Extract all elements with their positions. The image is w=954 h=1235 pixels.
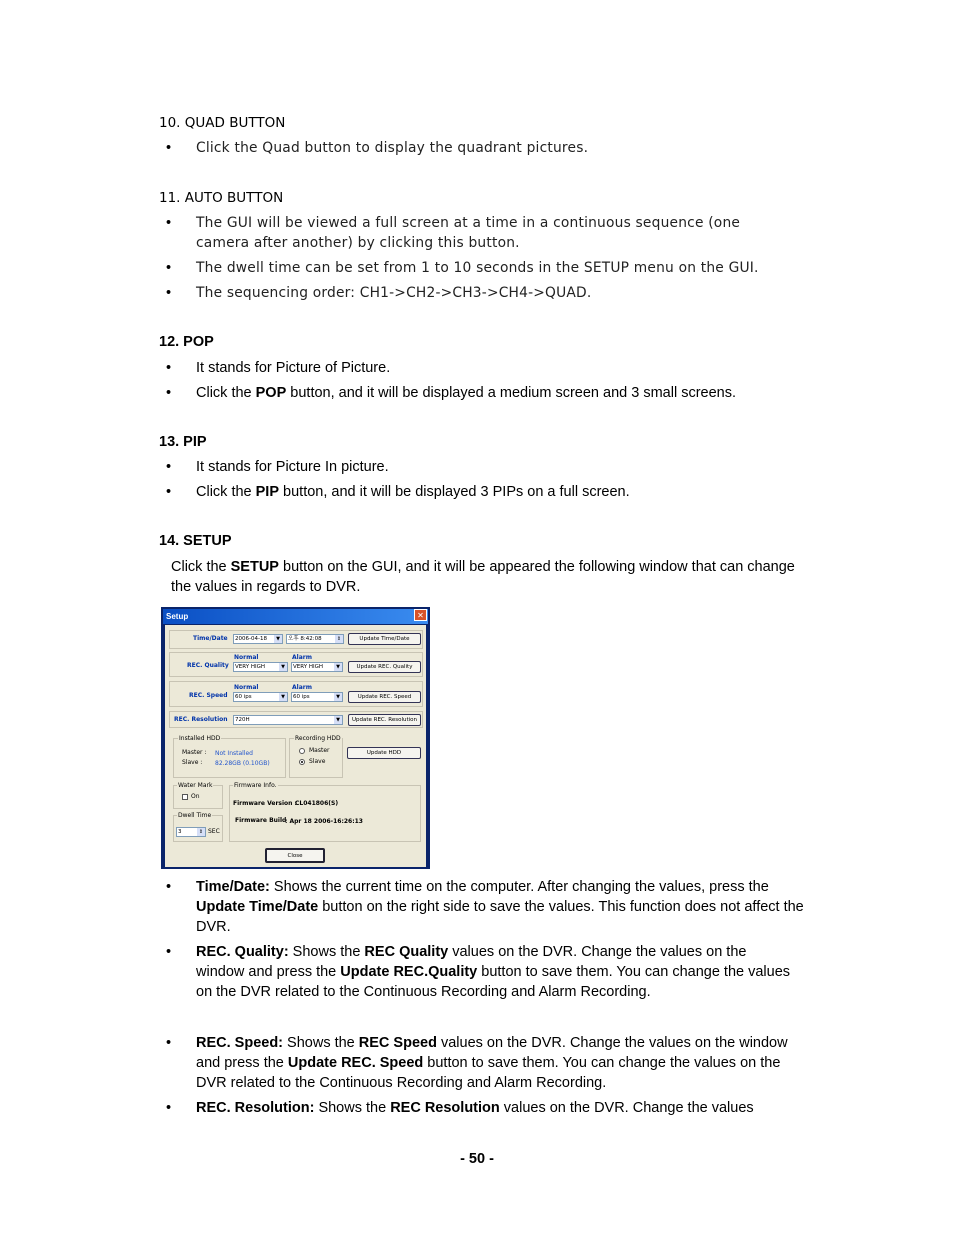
section-12-bullet-1: It stands for Picture of Picture. xyxy=(196,360,391,376)
section-11-bullet-1: The GUI will be viewed a full screen at a time in a continuous sequence (one camera after another) by clicking this button. xyxy=(196,215,741,251)
section-13-bullet-1: It stands for Picture In picture. xyxy=(196,459,389,475)
bullet-glyph: • xyxy=(166,944,172,960)
master-label: Master : xyxy=(182,749,207,756)
bullet-glyph: • xyxy=(166,459,172,475)
desc-rec-speed: REC. Speed: Shows the REC Speed values on the DVR. Change the values on the window and press the Update REC. Speed button to save them. You can change the values on the DVR related to the Continuous Recording and Alarm Recording. xyxy=(196,1035,788,1091)
setup-client-area xyxy=(165,625,426,867)
radio-master-label: Master xyxy=(309,747,330,754)
section-10-heading: 10. QUAD BUTTON xyxy=(159,115,286,131)
dropdown-arrow-icon: ▼ xyxy=(334,693,342,701)
spinner-icon: ⇕ xyxy=(336,636,342,642)
setup-window xyxy=(161,607,430,869)
installed-hdd-group xyxy=(173,738,286,778)
firmware-version-label: Firmware Version : xyxy=(233,800,297,807)
installed-hdd-label: Installed HDD xyxy=(179,735,221,742)
rec-quality-label: REC. Quality xyxy=(187,662,229,669)
time-picker[interactable]: 오후 8:42:08 ⇕ xyxy=(286,634,344,644)
section-11-bullet-2: The dwell time can be set from 1 to 10 seconds in the SETUP menu on the GUI. xyxy=(196,260,759,276)
radio-slave[interactable] xyxy=(299,759,305,765)
firmware-build-label: Firmware Build xyxy=(235,817,287,824)
dwell-time-label: Dwell Time xyxy=(178,812,212,819)
update-time-date-button[interactable]: Update Time/Date xyxy=(348,633,421,645)
bullet-glyph: • xyxy=(166,1100,172,1116)
bullet-glyph: • xyxy=(166,879,172,895)
firmware-group xyxy=(229,785,421,842)
speed-alarm-select[interactable]: 60 ips ▼ xyxy=(291,692,343,702)
firmware-build-value: : Apr 18 2006-16:26:13 xyxy=(285,818,363,825)
section-11-heading: 11. AUTO BUTTON xyxy=(159,190,284,206)
bullet-glyph: • xyxy=(166,385,172,401)
watermark-checkbox[interactable] xyxy=(182,794,188,800)
slave-label: Slave : xyxy=(182,759,203,766)
master-value: Not Installed xyxy=(215,750,253,757)
dwell-time-input[interactable]: 3 ⇕ xyxy=(176,827,206,837)
date-picker[interactable]: 2006-04-18 ▼ xyxy=(233,634,283,644)
bullet-glyph: • xyxy=(166,260,172,276)
dropdown-arrow-icon: ▼ xyxy=(279,693,287,701)
quality-alarm-select[interactable]: VERY HIGH ▼ xyxy=(291,662,343,672)
resolution-select[interactable]: 720H ▼ xyxy=(233,715,343,725)
dwell-unit: SEC xyxy=(208,828,220,835)
desc-rec-resolution: REC. Resolution: Shows the REC Resolution values on the DVR. Change the values xyxy=(196,1100,754,1116)
speed-normal-select[interactable]: 60 ips ▼ xyxy=(233,692,288,702)
bullet-glyph: • xyxy=(166,140,172,156)
recording-hdd-label: Recording HDD xyxy=(295,735,341,742)
bullet-glyph: • xyxy=(166,484,172,500)
section-14-paragraph: Click the SETUP button on the GUI, and it will be appeared the following window that can change the values in regards to DVR. xyxy=(171,559,795,595)
quality-normal-select[interactable]: VERY HIGH ▼ xyxy=(233,662,288,672)
update-rec-resolution-button[interactable]: Update REC. Resolution xyxy=(348,714,421,726)
desc-time-date: Time/Date: Shows the current time on the computer. After changing the values, press the Update Time/Date button on the right side to save the values. This function does not affect the DVR. xyxy=(196,879,804,935)
firmware-version-value: CL041806(S) xyxy=(295,800,339,807)
radio-slave-label: Slave xyxy=(309,758,326,765)
watermark-on-label: On xyxy=(191,793,200,800)
rec-speed-label: REC. Speed xyxy=(189,692,228,699)
update-rec-speed-button[interactable]: Update REC. Speed xyxy=(348,691,421,703)
dropdown-arrow-icon: ▼ xyxy=(334,716,342,724)
section-13-heading: 13. PIP xyxy=(159,434,207,450)
slave-value: 82.28GB (0.10GB) xyxy=(215,760,270,767)
section-14-heading: 14. SETUP xyxy=(159,533,232,549)
update-rec-quality-button[interactable]: Update REC. Quality xyxy=(348,661,421,673)
firmware-info-label: Firmware Info. xyxy=(234,782,277,789)
time-date-label: Time/Date xyxy=(193,635,228,642)
quality-normal-label: Normal xyxy=(234,654,259,661)
section-11-bullet-3: The sequencing order: CH1->CH2->CH3->CH4->QUAD. xyxy=(196,285,592,301)
radio-master[interactable] xyxy=(299,748,305,754)
bullet-glyph: • xyxy=(166,285,172,301)
spinner-icon: ⇕ xyxy=(198,829,204,835)
section-12-bullet-2: Click the POP button, and it will be displayed a medium screen and 3 small screens. xyxy=(196,385,736,401)
setup-window-title: Setup xyxy=(163,609,428,624)
update-hdd-button[interactable]: Update HDD xyxy=(347,747,421,759)
section-13-bullet-2: Click the PIP button, and it will be displayed 3 PIPs on a full screen. xyxy=(196,484,630,500)
window-close-icon[interactable]: ✕ xyxy=(414,609,427,621)
desc-rec-quality: REC. Quality: Shows the REC Quality values on the DVR. Change the values on the window and press the Update REC.Quality button to save them. You can change the values on the DVR related to the Continuous Recording and Alarm Recording. xyxy=(196,944,791,1000)
rec-resolution-label: REC. Resolution xyxy=(174,716,228,723)
watermark-label: Water Mark xyxy=(178,782,213,789)
close-button[interactable]: Close xyxy=(265,848,325,863)
bullet-glyph: • xyxy=(166,1035,172,1051)
dropdown-arrow-icon: ▼ xyxy=(274,635,282,643)
section-10-bullet-1: Click the Quad button to display the quadrant pictures. xyxy=(196,140,589,156)
bullet-glyph: • xyxy=(166,215,172,231)
section-12-heading: 12. POP xyxy=(159,334,214,350)
page-number: - 50 - xyxy=(460,1151,494,1167)
dropdown-arrow-icon: ▼ xyxy=(334,663,342,671)
bullet-glyph: • xyxy=(166,360,172,376)
speed-normal-label: Normal xyxy=(234,684,259,691)
speed-alarm-label: Alarm xyxy=(292,684,312,691)
quality-alarm-label: Alarm xyxy=(292,654,312,661)
dropdown-arrow-icon: ▼ xyxy=(279,663,287,671)
